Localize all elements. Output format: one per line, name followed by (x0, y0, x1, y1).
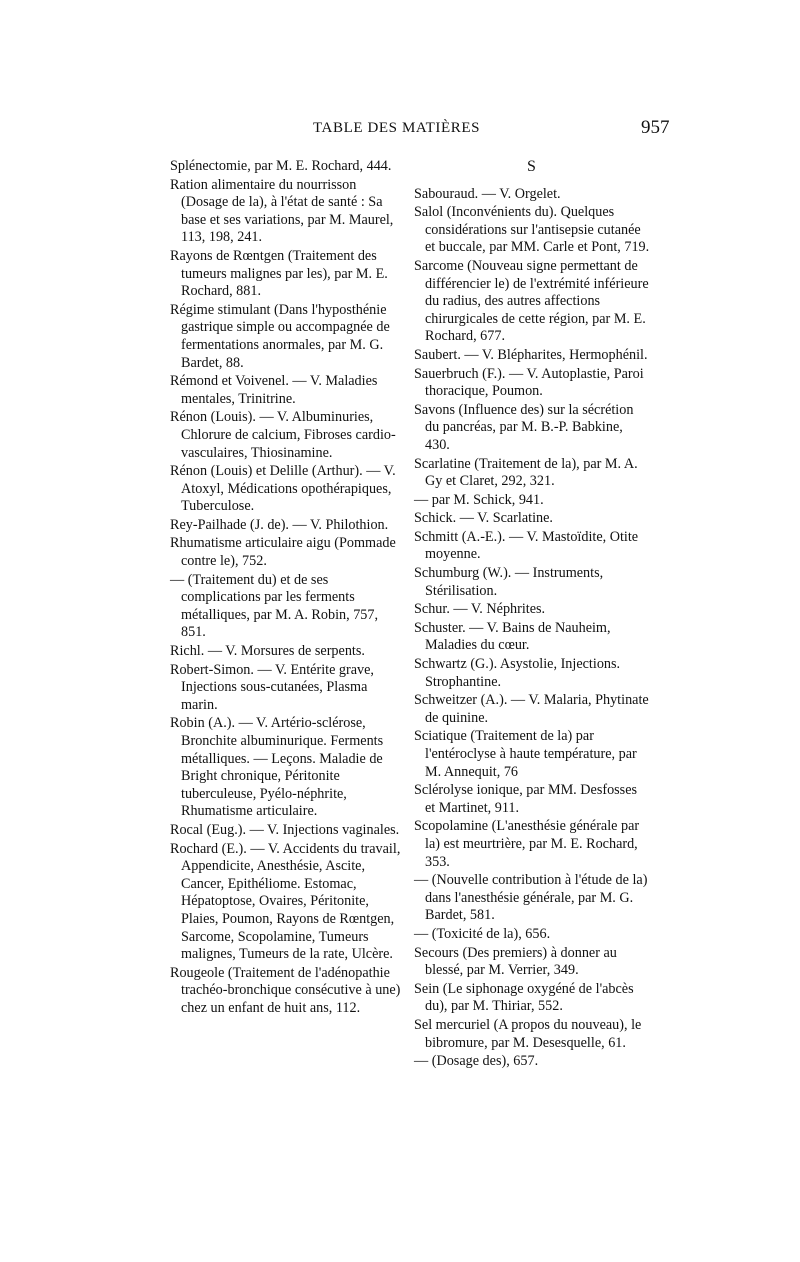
index-entry: Sel mercuriel (A propos du nouveau), le bibromure, par M. Desesquelle, 61. (414, 1016, 642, 1051)
index-entry: Rayons de Rœntgen (Traitement des tumeurs malignes par les), par M. E. Rochard, 881. (170, 247, 388, 300)
index-entry: Sauerbruch (F.). — V. Autoplastie, Paroi thoracique, Poumon. (414, 365, 644, 400)
index-entry: — (Traitement du) et de ses complications par les ferments métalliques, par M. A. Robin, 757, 851. (170, 571, 379, 641)
section-letter: S (527, 158, 537, 175)
index-entry: Splénectomie, par M. E. Rochard, 444. (170, 158, 392, 174)
running-title: TABLE DES MATIÈRES (313, 120, 481, 136)
index-entry: Rhumatisme articulaire aigu (Pommade contre le), 752. (170, 535, 396, 570)
index-entry: Sciatique (Traitement de la) par l'entéroclyse à haute température, par M. Annequit, 76 (414, 728, 637, 780)
index-entry: Rénon (Louis) et Delille (Arthur). — V. Atoxyl, Médications opothérapiques, Tuberculose. (170, 463, 396, 515)
index-entry: — (Nouvelle contribution à l'étude de la) dans l'anesthésie générale, par M. G. Bardet, 581. (414, 872, 648, 924)
index-entry: Rocal (Eug.). — V. Injections vaginales. (170, 821, 400, 838)
index-entry: — par M. Schick, 941. (414, 491, 544, 508)
index-entry: Schwartz (G.). Asystolie, Injections. Strophantine. (414, 656, 621, 690)
index-entry: Sclérolyse ionique, par MM. Desfosses et Martinet, 911. (414, 782, 638, 816)
index-entry: Rey-Pailhade (J. de). — V. Philothion. (170, 516, 389, 533)
index-entry: Rémond et Voivenel. — V. Maladies mentales, Trinitrine. (170, 373, 378, 407)
index-entry: Sein (Le siphonage oxygéné de l'abcès du), par M. Thiriar, 552. (414, 980, 634, 1015)
index-entry: Scarlatine (Traitement de la), par M. A. Gy et Claret, 292, 321. (414, 455, 638, 490)
index-entry: Schumburg (W.). — Instruments, Stérilisation. (414, 565, 604, 599)
index-entry: Schmitt (A.-E.). — V. Mastoïdite, Otite moyenne. (414, 528, 639, 563)
page-number: 957 (641, 117, 670, 138)
index-entry: Ration alimentaire du nourrisson (Dosage de la), à l'état de santé : Sa base et ses variations, par M. Maurel, 113, 198, 241. (170, 176, 394, 246)
index-entry: Rénon (Louis). — V. Albuminuries, Chlorure de calcium, Fibroses cardio-vasculaires, Thiosinamine. (170, 409, 396, 461)
index-entry: Schick. — V. Scarlatine. (414, 510, 553, 527)
right-column (414, 158, 650, 1072)
page-header (0, 117, 800, 140)
index-entry: Régime stimulant (Dans l'hyposthénie gastrique simple ou accompagnée de fermentations anormales, par M. G. Bardet, 88. (170, 301, 390, 371)
index-entry: Schuster. — V. Bains de Nauheim, Maladies du cœur. (414, 619, 611, 654)
index-entry: Richl. — V. Morsures de serpents. (170, 643, 365, 660)
index-entry: Scopolamine (L'anesthésie générale par la) est meurtrière, par M. E. Rochard, 353. (414, 818, 640, 870)
index-entry: Robin (A.). — V. Artério-sclérose, Bronchite albuminurique. Ferments métalliques. — Leçons. Maladie de Bright chronique, Péritonite tuberculeuse, Pyélo-néphrite, Rhumatisme articulaire. (170, 715, 384, 820)
index-entry: Secours (Des premiers) à donner au blessé, par M. Verrier, 349. (414, 944, 617, 979)
index-entry: Savons (Influence des) sur la sécrétion du pancréas, par M. B.-P. Babkine, 430. (414, 401, 634, 453)
index-entry: Rochard (E.). — V. Accidents du travail, Appendicite, Anesthésie, Ascite, Cancer, Epithéliome. Estomac, Hépatoptose, Ovaires, Péritonite, Plaies, Poumon, Rayons de Rœntgen, Sarcome, Scopolamine, Tumeurs malignes, Tumeurs de la rate, Ulcère. (170, 840, 401, 963)
index-entry: — (Toxicité de la), 656. (414, 925, 551, 942)
index-entry: Robert-Simon. — V. Entérite grave, Injections sous-cutanées, Plasma marin. (170, 661, 374, 713)
index-entry: Salol (Inconvénients du). Quelques considérations sur l'antisepsie cutanée et buccale, par MM. Carle et Pont, 719. (414, 204, 650, 256)
index-entry: Rougeole (Traitement de l'adénopathie trachéo-bronchique consécutive à une) chez un enfant de huit ans, 112. (170, 964, 401, 1016)
index-entry: Sabouraud. — V. Orgelet. (414, 185, 561, 202)
index-entry: Schur. — V. Néphrites. (414, 601, 546, 618)
index-entry: Sarcome (Nouveau signe permettant de différencier le) de l'extrémité inférieure du radius, des autres affections chirurgicales de cette région, par M. E. Rochard, 677. (414, 257, 649, 345)
left-column (170, 158, 406, 1019)
index-entry: Saubert. — V. Blépharites, Hermophénil. (414, 346, 648, 363)
index-entry: — (Dosage des), 657. (414, 1053, 539, 1070)
index-entry: Schweitzer (A.). — V. Malaria, Phytinate de quinine. (414, 692, 649, 726)
